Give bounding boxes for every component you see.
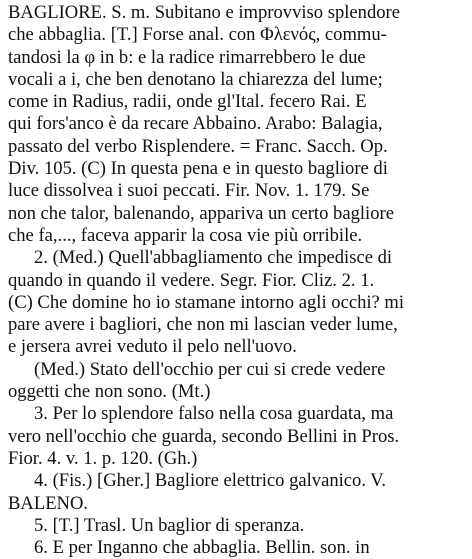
entry-line-11: che fa,..., faceva apparir la cosa vie più orribile.	[8, 224, 363, 246]
entry-line-13: quando in quando il vedere. Segr. Fior. Cliz. 2. 1.	[8, 269, 375, 291]
dictionary-entry	[8, 2, 466, 559]
entry-line-17: (Med.) Stato dell'occhio per cui si crede vedere	[34, 358, 386, 380]
entry-line-2: che abbaglia. [T.] Forse anal. con Φλενός, commu-	[8, 24, 387, 46]
entry-line-1: BAGLIORE. S. m. Subitano e improvviso splendore	[8, 2, 400, 23]
entry-line-14: (C) Che domine ho io stamane intorno agli occhi? mi	[8, 291, 405, 313]
entry-line-23: BALENO.	[8, 492, 89, 514]
entry-line-22: 4. (Fis.) [Gher.] Bagliore elettrico galvanico. V.	[34, 470, 386, 492]
entry-line-20: vero nell'occhio che guarda, secondo Bellini in Pros.	[8, 425, 400, 447]
entry-line-15: pare avere i bagliori, che non mi lascian veder lume,	[8, 314, 398, 336]
entry-line-12: 2. (Med.) Quell'abbagliamento che impedisce di	[34, 247, 393, 269]
entry-line-4: vocali a i, che ben denotano la chiarezza del lume;	[8, 68, 383, 90]
entry-line-24: 5. [T.] Trasl. Un baglior di speranza.	[34, 514, 305, 536]
entry-line-25: 6. E per Inganno che abbaglia. Bellin. son. in	[34, 537, 370, 559]
entry-line-9: luce dissolvea i suoi peccati. Fir. Nov. 1. 179. Se	[8, 180, 370, 202]
entry-line-18: oggetti che non sono. (Mt.)	[8, 381, 211, 403]
entry-line-6: qui fors'anco è da recare Abbaino. Arabo: Balagia,	[8, 113, 383, 135]
entry-line-3: tandosi la φ in b: e la radice rimarrebbero le due	[8, 46, 366, 68]
entry-line-21: Fior. 4. v. 1. p. 120. (Gh.)	[8, 447, 198, 469]
entry-line-5: come in Radius, radii, onde gl'Ital. fecero Rai. E	[8, 91, 367, 113]
entry-line-8: Div. 105. (C) In questa pena e in questo bagliore di	[8, 158, 388, 180]
entry-line-19: 3. Per lo splendore falso nella cosa guardata, ma	[34, 403, 394, 425]
entry-line-10: non che talor, balenando, appariva un certo bagliore	[8, 202, 394, 224]
entry-line-16: e jersera avrei veduto il pelo nell'uovo.	[8, 336, 297, 358]
entry-line-7: passato del verbo Risplendere. = Franc. Sacch. Op.	[8, 135, 388, 157]
